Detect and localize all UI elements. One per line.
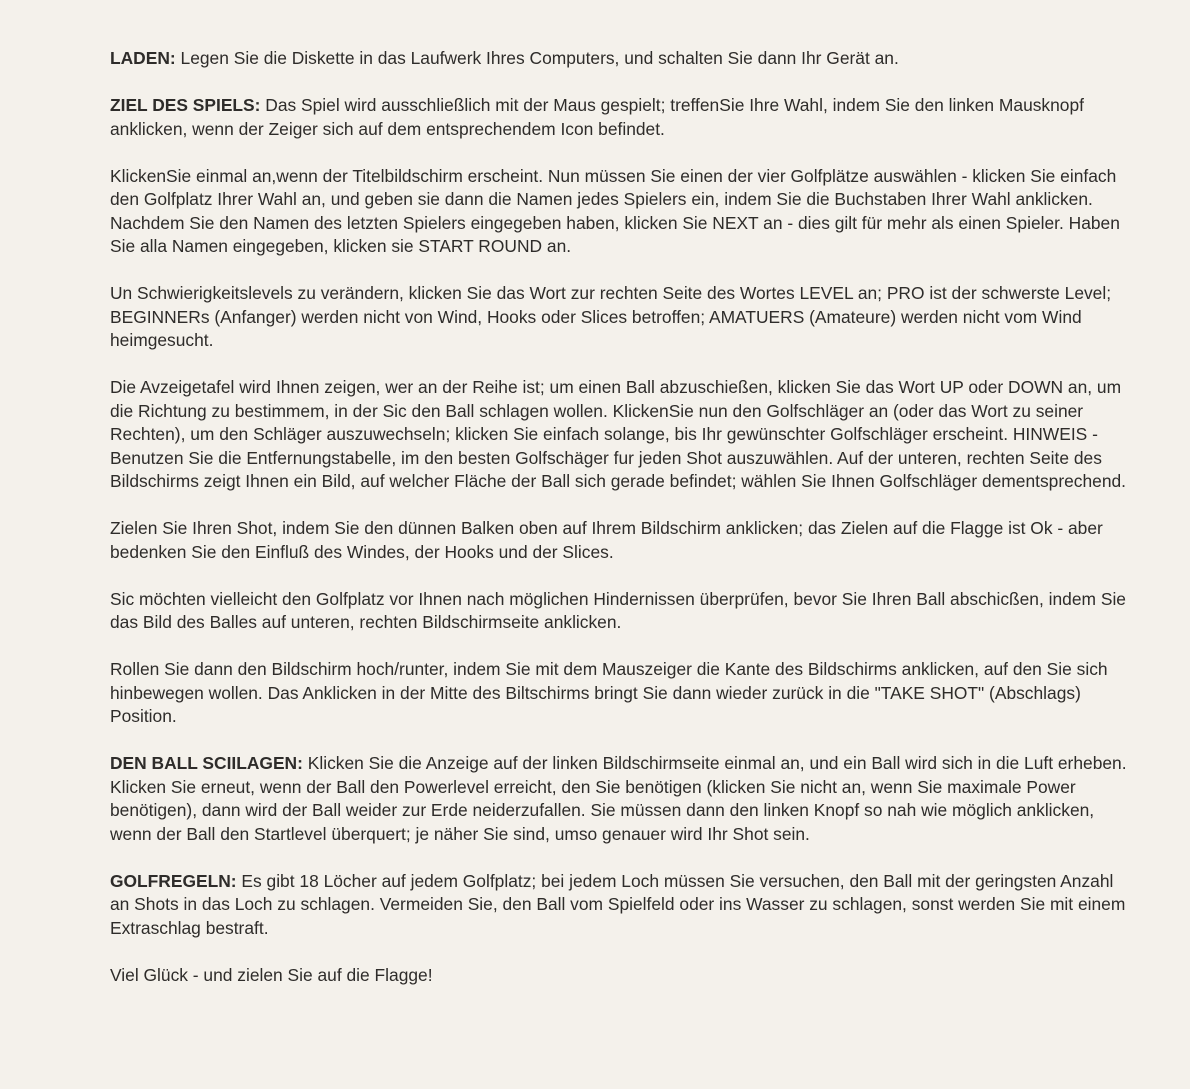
paragraph-text: Die Avzeigetafel wird Ihnen zeigen, wer an der Reihe ist; um einen Ball abzuschießen, klicken Sie das Wort UP oder DOWN an, um die Richtung zu bestimmem, in der Sic den Ball schlagen wollen. KlickenSie nun den Golfschläger an (oder das Wort zu seiner Rechten), um den Schläger auszuwechseln; klicken Sie einfach solange, bis Ihr gewünschter Golfschläger erscheint. HINWEIS - Benutzen Sie die Entfernungstabelle, im den besten Golfschäger fur jeden Shot auszuwählen. Auf der unteren, rechten Seite des Bildschirms zeigt Ihnen ein Bild, auf welcher Fläche der Ball sich gerade befindet; wählen Sie Ihnen Golfschläger dementsprechend. [110,377,1126,491]
paragraph-bildschirm-rollen [110,658,1130,729]
paragraph-text: KlickenSie einmal an,wenn der Titelbildschirm erscheint. Nun müssen Sie einen der vier Golfplätze auswählen - klicken Sie einfach den Golfplatz Ihrer Wahl an, und geben sie dann die Namen jedes Spielers ein, indem Sie die Buchstaben Ihrer Wahl anklicken. Nachdem Sie den Namen des letzten Spielers eingegeben haben, klicken Sie NEXT an - dies gilt für mehr als einen Spieler. Haben Sie alla Namen eingegeben, klicken sie START ROUND an. [110,165,1120,256]
paragraph-anzeigetafel [110,376,1130,494]
section-text: Es gibt 18 Löcher auf jedem Golfplatz; bei jedem Loch müssen Sie versuchen, den Ball mit der geringsten Anzahl an Shots in das Loch zu schlagen. Vermeiden Sie, den Ball vom Spielfeld oder ins Wasser zu schlagen, sonst werden Sie mit einem Extraschlag bestraft. [110,870,1126,938]
paragraph-titelbildschirm [110,165,1130,259]
section-heading: LADEN: [110,48,176,68]
paragraph-text: Un Schwierigkeitslevels zu verändern, klicken Sie das Wort zur rechten Seite des Wortes LEVEL an; PRO ist der schwerste Level; BEGINNERs (Anfanger) werden nicht von Wind, Hooks oder Slices betroffen; AMATUERS (Amateure) werden nicht vom Wind heimgesucht. [110,283,1112,350]
section-ziel-des-spiels [110,94,1130,141]
closing-line [110,964,1130,988]
section-den-ball-schlagen [110,752,1130,846]
paragraph-hindernisse [110,588,1130,635]
section-heading: DEN BALL SCIILAGEN: [110,753,303,773]
paragraph-text: Sic möchten vielleicht den Golfplatz vor Ihnen nach möglichen Hindernissen überprüfen, bevor Sie Ihren Ball abschicßen, indem Sie das Bild des Balles auf unteren, rechten Bildschirmseite anklicken. [110,588,1126,632]
paragraph-text: Rollen Sie dann den Bildschirm hoch/runter, indem Sie mit dem Mauszeiger die Kante des Bildschirms anklicken, auf den Sie sich hinbewegen wollen. Das Anklicken in der Mitte des Biltschirms bringt Sie dann wieder zurück in die "TAKE SHOT" (Abschlags) Position. [110,659,1108,726]
section-text: Das Spiel wird ausschließlich mit der Maus gespielt; treffenSie Ihre Wahl, indem Sie den linken Mausknopf anklicken, wenn der Zeiger sich auf dem entsprechendem Icon befindet. [110,95,1084,139]
section-text: Legen Sie die Diskette in das Laufwerk Ihres Computers, und schalten Sie dann Ihr Gerät an. [175,48,899,68]
section-golfregeln [110,870,1130,941]
manual-page [110,47,1130,1011]
section-heading: GOLFREGELN: [110,870,237,891]
section-heading: ZIEL DES SPIELS: [110,95,261,115]
paragraph-text: Zielen Sie Ihren Shot, indem Sie den dünnen Balken oben auf Ihrem Bildschirm anklicken; das Zielen auf die Flagge ist Ok - aber bedenken Sie den Einfluß des Windes, der Hooks und der Slices. [110,518,1103,562]
section-laden [110,47,1130,71]
section-text: Klicken Sie die Anzeige auf der linken Bildschirmseite einmal an, und ein Ball wird sich in die Luft erheben. Klicken Sie erneut, wenn der Ball den Powerlevel erreicht, den Sie benötigen (klicken Sie nicht an, wenn Sie maximale Power benötigen), dann wird der Ball weider zur Erde neiderzufallen. Sie müssen dann den linken Knopf so nah wie möglich anklicken, wenn der Ball den Startlevel überquert; je näher Sie sind, umso genauer wird Ihr Shot sein. [110,753,1127,844]
paragraph-zielen [110,517,1130,564]
paragraph-schwierigkeitslevel [110,282,1130,353]
paragraph-text: Viel Glück - und zielen Sie auf die Flagge! [110,964,433,985]
